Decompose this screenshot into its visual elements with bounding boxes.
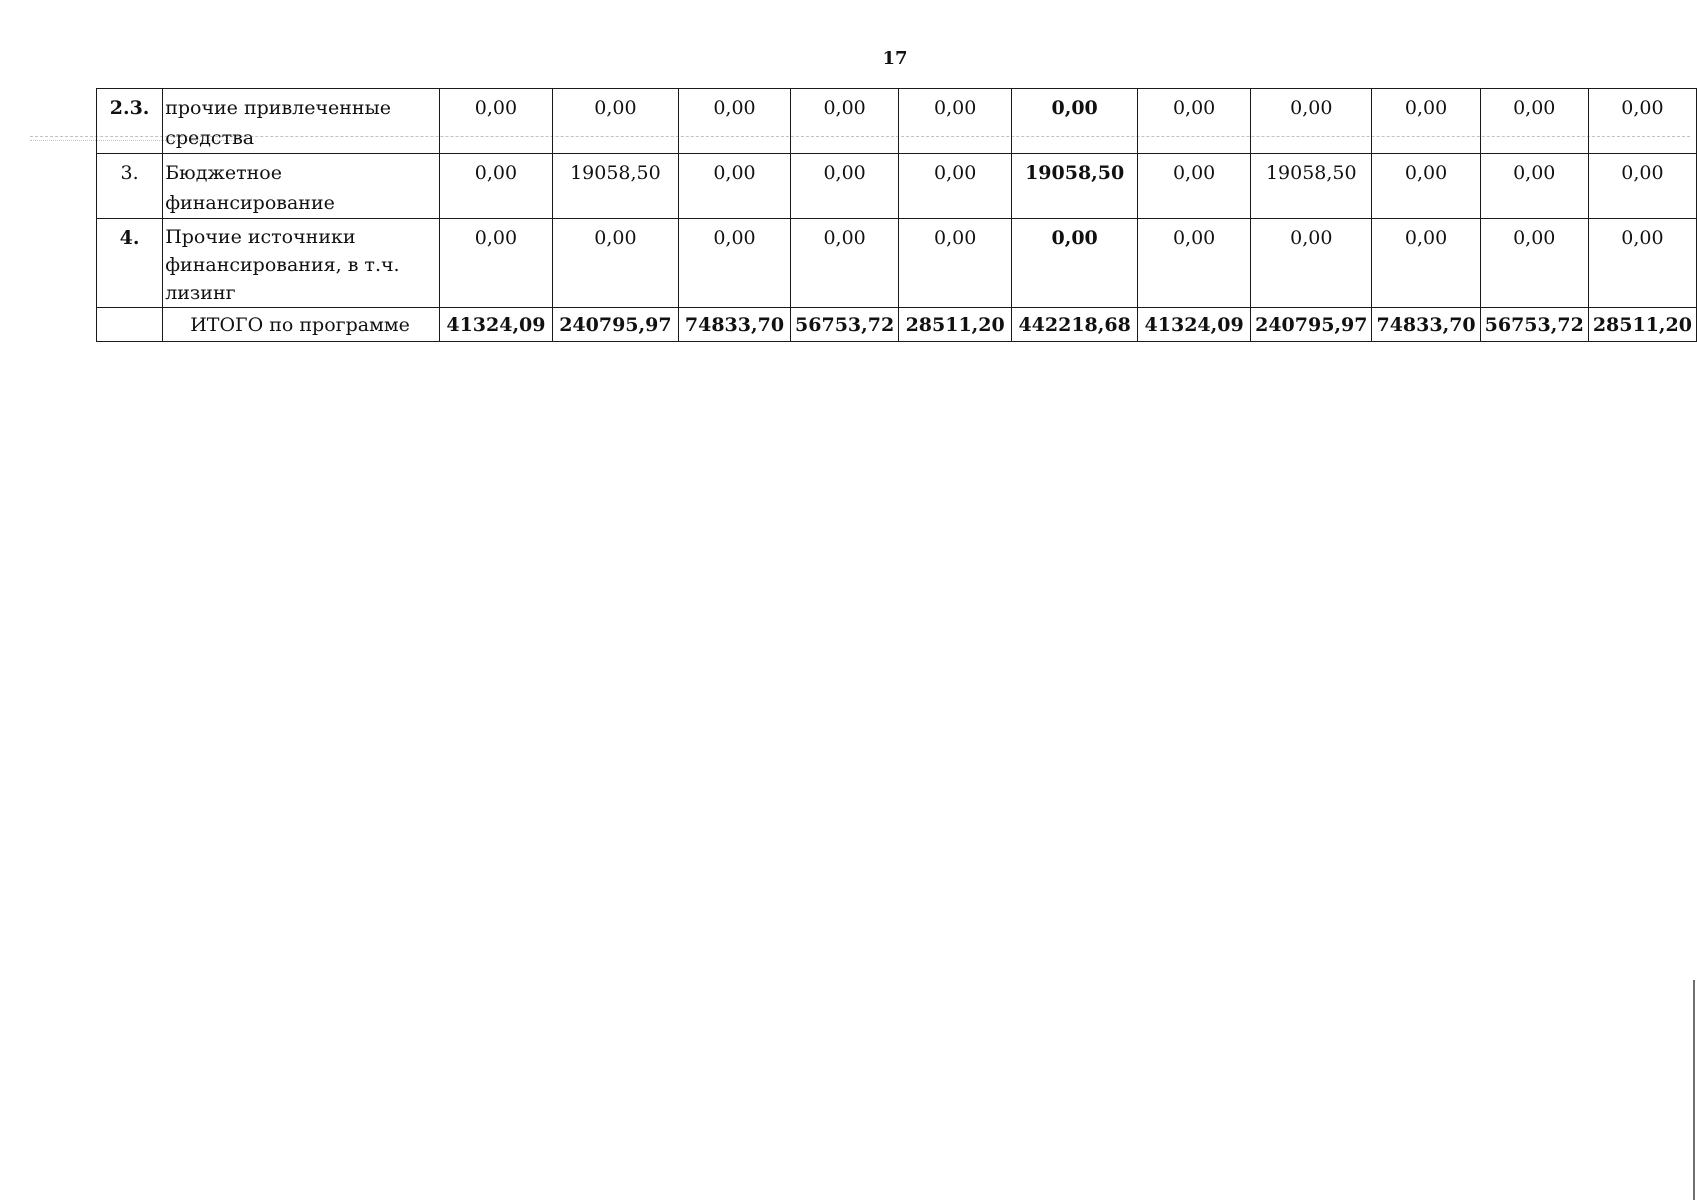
table-cell: 0,00 (1372, 154, 1480, 219)
table-cell: 0,00 (791, 154, 899, 219)
table-cell: 0,00 (678, 89, 790, 154)
table-row (97, 219, 1697, 308)
table-cell: 56753,72 (791, 308, 899, 342)
table-cell: 28511,20 (1588, 308, 1696, 342)
table-row-total (97, 308, 1697, 342)
table-cell: 0,00 (1138, 219, 1251, 308)
table-cell: 0,00 (439, 219, 552, 308)
table-cell: 0,00 (1588, 154, 1696, 219)
table-cell: 41324,09 (439, 308, 552, 342)
table-cell: 0,00 (1251, 89, 1372, 154)
table-cell: 0,00 (1372, 89, 1480, 154)
table-cell: 0,00 (899, 89, 1012, 154)
page-number: 17 (882, 48, 908, 69)
table-cell: 0,00 (552, 219, 678, 308)
table-row (97, 154, 1697, 219)
table-cell: 74833,70 (1372, 308, 1480, 342)
table-cell-total: 442218,68 (1012, 308, 1138, 342)
table-cell: 56753,72 (1480, 308, 1588, 342)
row-label: Прочие источники финансирования, в т.ч. лизинг (163, 219, 440, 308)
table-row (97, 89, 1697, 154)
financing-table (96, 88, 1697, 342)
row-number (97, 308, 163, 342)
table-cell: 19058,50 (1251, 154, 1372, 219)
row-label: ИТОГО по программе (163, 308, 440, 342)
table-cell: 0,00 (678, 219, 790, 308)
row-number: 3. (97, 154, 163, 219)
table-cell-total: 19058,50 (1012, 154, 1138, 219)
table-cell: 0,00 (1480, 89, 1588, 154)
table-cell: 0,00 (791, 89, 899, 154)
table-cell: 0,00 (1251, 219, 1372, 308)
table-cell: 240795,97 (1251, 308, 1372, 342)
table-cell: 0,00 (1588, 89, 1696, 154)
table-cell: 0,00 (678, 154, 790, 219)
table-cell: 0,00 (1138, 154, 1251, 219)
scan-edge-mark (1693, 980, 1695, 1200)
table-cell: 0,00 (1480, 154, 1588, 219)
table-cell-total: 0,00 (1012, 219, 1138, 308)
table-cell: 19058,50 (552, 154, 678, 219)
row-number: 2.3. (97, 89, 163, 154)
table-cell: 240795,97 (552, 308, 678, 342)
table-cell: 0,00 (552, 89, 678, 154)
table-cell: 28511,20 (899, 308, 1012, 342)
row-number: 4. (97, 219, 163, 308)
table-cell: 0,00 (1372, 219, 1480, 308)
table-cell: 0,00 (899, 219, 1012, 308)
table-cell: 0,00 (899, 154, 1012, 219)
table-cell: 0,00 (791, 219, 899, 308)
table-cell: 0,00 (1138, 89, 1251, 154)
table-cell: 74833,70 (678, 308, 790, 342)
table-cell: 0,00 (1588, 219, 1696, 308)
table-cell: 41324,09 (1138, 308, 1251, 342)
table-cell: 0,00 (439, 89, 552, 154)
table-cell-total: 0,00 (1012, 89, 1138, 154)
row-label: прочие привлеченные средства (163, 89, 440, 154)
row-label: Бюджетное финансирование (163, 154, 440, 219)
table-cell: 0,00 (1480, 219, 1588, 308)
table-cell: 0,00 (439, 154, 552, 219)
